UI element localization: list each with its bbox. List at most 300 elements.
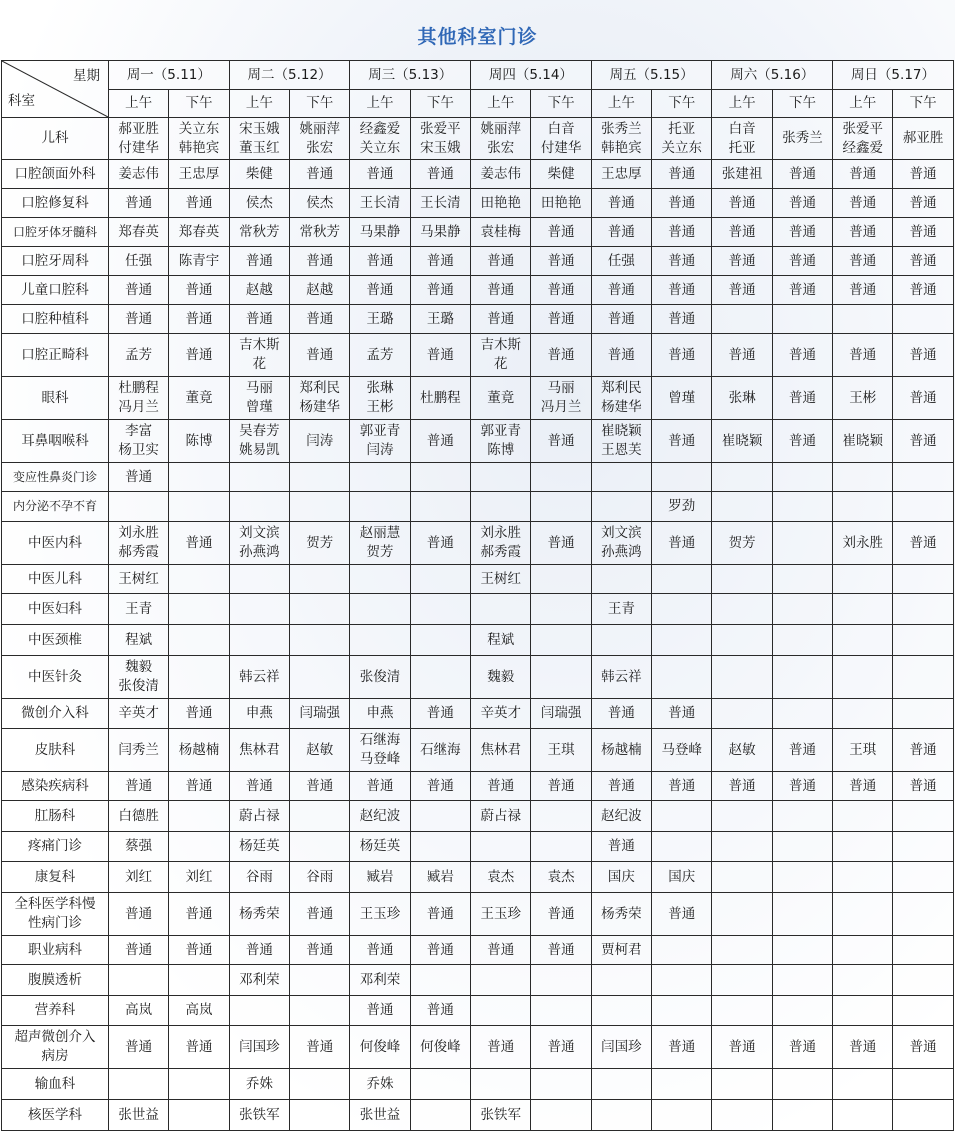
schedule-cell: 普通	[772, 334, 832, 377]
department-name: 中医儿科	[2, 565, 109, 594]
schedule-cell-empty	[410, 565, 470, 594]
schedule-cell: 张世益	[109, 1100, 169, 1131]
schedule-cell: 普通	[893, 247, 953, 276]
schedule-cell-empty	[410, 625, 470, 656]
schedule-cell: 普通	[169, 305, 229, 334]
schedule-cell: 普通	[471, 247, 531, 276]
schedule-cell: 刘红	[109, 862, 169, 893]
schedule-cell-empty	[652, 936, 712, 965]
half-day-header: 下午	[893, 90, 953, 118]
schedule-cell-empty	[169, 801, 229, 832]
schedule-cell: 普通	[893, 218, 953, 247]
half-day-header-row	[2, 90, 954, 118]
schedule-cell: 普通	[531, 218, 591, 247]
schedule-row	[2, 832, 954, 862]
schedule-cell: 普通	[290, 936, 350, 965]
schedule-cell: 普通	[893, 276, 953, 305]
schedule-cell-empty	[772, 463, 832, 492]
schedule-cell: 刘文滨 孙燕鸿	[229, 522, 289, 565]
schedule-cell: 托亚 关立东	[652, 118, 712, 160]
schedule-cell: 普通	[652, 218, 712, 247]
schedule-row	[2, 801, 954, 832]
schedule-cell-empty	[893, 1100, 953, 1131]
schedule-cell: 普通	[290, 160, 350, 189]
schedule-cell: 王玉珍	[471, 893, 531, 936]
schedule-cell: 普通	[350, 772, 410, 801]
schedule-cell: 普通	[712, 772, 772, 801]
schedule-cell-empty	[712, 565, 772, 594]
schedule-row	[2, 565, 954, 594]
schedule-cell-empty	[471, 996, 531, 1026]
schedule-cell: 赵纪波	[591, 801, 651, 832]
schedule-cell: 普通	[531, 893, 591, 936]
schedule-cell: 郭亚青 闫涛	[350, 420, 410, 463]
schedule-cell: 赵敏	[712, 729, 772, 772]
schedule-cell: 普通	[772, 729, 832, 772]
schedule-cell-empty	[833, 565, 893, 594]
schedule-cell: 普通	[109, 276, 169, 305]
schedule-row	[2, 656, 954, 699]
schedule-cell-empty	[893, 965, 953, 996]
schedule-cell: 普通	[471, 936, 531, 965]
corner-department-label: 科室	[8, 93, 35, 109]
schedule-cell-empty	[652, 594, 712, 625]
schedule-cell: 普通	[290, 893, 350, 936]
schedule-cell: 辛英才	[109, 699, 169, 729]
department-name: 中医内科	[2, 522, 109, 565]
schedule-cell-empty	[169, 594, 229, 625]
schedule-cell: 普通	[772, 772, 832, 801]
schedule-cell: 普通	[591, 772, 651, 801]
schedule-cell: 谷雨	[290, 862, 350, 893]
schedule-cell-empty	[833, 1100, 893, 1131]
schedule-cell-empty	[109, 1069, 169, 1100]
schedule-cell: 普通	[109, 893, 169, 936]
schedule-cell: 贺芳	[712, 522, 772, 565]
schedule-cell-empty	[290, 565, 350, 594]
schedule-row	[2, 996, 954, 1026]
schedule-cell: 关立东 韩艳宾	[169, 118, 229, 160]
schedule-cell: 崔晓颖	[712, 420, 772, 463]
schedule-cell: 普通	[410, 334, 470, 377]
schedule-cell: 普通	[591, 334, 651, 377]
day-header: 周三（5.13）	[350, 61, 471, 90]
schedule-cell-empty	[109, 965, 169, 996]
schedule-cell: 刘文滨 孙燕鸿	[591, 522, 651, 565]
schedule-cell: 普通	[109, 189, 169, 218]
schedule-cell-empty	[712, 862, 772, 893]
schedule-cell-empty	[652, 965, 712, 996]
schedule-cell-empty	[169, 1069, 229, 1100]
schedule-cell: 乔姝	[229, 1069, 289, 1100]
schedule-cell-empty	[169, 625, 229, 656]
schedule-cell: 张秀兰 韩艳宾	[591, 118, 651, 160]
schedule-cell-empty	[531, 565, 591, 594]
schedule-cell: 王青	[591, 594, 651, 625]
schedule-cell: 杜鹏程 冯月兰	[109, 377, 169, 420]
schedule-cell: 普通	[833, 247, 893, 276]
schedule-cell: 普通	[652, 334, 712, 377]
schedule-cell: 普通	[531, 305, 591, 334]
schedule-cell: 郑春英	[169, 218, 229, 247]
schedule-cell: 王长清	[350, 189, 410, 218]
schedule-cell-empty	[833, 862, 893, 893]
schedule-row	[2, 492, 954, 522]
schedule-cell-empty	[350, 594, 410, 625]
schedule-cell-empty	[893, 625, 953, 656]
day-header-row	[2, 61, 954, 90]
schedule-cell: 普通	[410, 936, 470, 965]
schedule-cell: 赵越	[290, 276, 350, 305]
schedule-cell: 普通	[410, 420, 470, 463]
schedule-cell: 普通	[531, 276, 591, 305]
schedule-cell: 普通	[290, 1026, 350, 1069]
schedule-cell: 张秀兰	[772, 118, 832, 160]
schedule-cell: 普通	[772, 218, 832, 247]
schedule-cell-empty	[652, 565, 712, 594]
schedule-row	[2, 377, 954, 420]
schedule-cell: 普通	[531, 247, 591, 276]
schedule-cell-empty	[833, 1069, 893, 1100]
department-name: 口腔正畸科	[2, 334, 109, 377]
department-name: 内分泌不孕不育	[2, 492, 109, 522]
schedule-cell-empty	[893, 832, 953, 862]
schedule-cell-empty	[229, 625, 289, 656]
schedule-cell: 乔姝	[350, 1069, 410, 1100]
schedule-cell: 普通	[410, 247, 470, 276]
schedule-cell: 赵纪波	[350, 801, 410, 832]
schedule-cell-empty	[712, 656, 772, 699]
department-name: 全科医学科慢 性病门诊	[2, 893, 109, 936]
schedule-cell: 蔡强	[109, 832, 169, 862]
half-day-header: 上午	[471, 90, 531, 118]
schedule-cell-empty	[772, 893, 832, 936]
half-day-header: 上午	[833, 90, 893, 118]
schedule-cell: 田艳艳	[531, 189, 591, 218]
schedule-cell: 普通	[591, 218, 651, 247]
schedule-cell: 姜志伟	[471, 160, 531, 189]
schedule-cell-empty	[712, 965, 772, 996]
schedule-cell: 罗劲	[652, 492, 712, 522]
schedule-cell-empty	[772, 305, 832, 334]
schedule-cell: 王彬	[833, 377, 893, 420]
schedule-cell: 普通	[591, 699, 651, 729]
schedule-cell: 普通	[109, 772, 169, 801]
schedule-cell-empty	[410, 801, 470, 832]
schedule-cell: 普通	[833, 218, 893, 247]
schedule-cell: 贺芳	[290, 522, 350, 565]
schedule-cell-empty	[712, 1100, 772, 1131]
schedule-cell: 普通	[531, 936, 591, 965]
schedule-cell-empty	[652, 801, 712, 832]
half-day-header: 上午	[712, 90, 772, 118]
schedule-row	[2, 189, 954, 218]
schedule-cell-empty	[893, 463, 953, 492]
half-day-header: 下午	[772, 90, 832, 118]
schedule-cell: 王忠厚	[169, 160, 229, 189]
schedule-cell: 孟芳	[350, 334, 410, 377]
schedule-cell: 普通	[169, 522, 229, 565]
schedule-cell: 白德胜	[109, 801, 169, 832]
schedule-cell-empty	[290, 463, 350, 492]
schedule-cell: 普通	[471, 772, 531, 801]
schedule-cell: 普通	[652, 772, 712, 801]
schedule-cell: 臧岩	[350, 862, 410, 893]
schedule-cell: 马果静	[350, 218, 410, 247]
schedule-cell-empty	[290, 996, 350, 1026]
schedule-cell: 普通	[591, 832, 651, 862]
schedule-cell: 普通	[410, 522, 470, 565]
schedule-cell: 普通	[712, 247, 772, 276]
schedule-cell: 普通	[109, 1026, 169, 1069]
schedule-cell: 普通	[833, 189, 893, 218]
schedule-cell: 石继海	[410, 729, 470, 772]
schedule-cell-empty	[772, 625, 832, 656]
schedule-cell: 王青	[109, 594, 169, 625]
schedule-cell: 杨秀荣	[229, 893, 289, 936]
schedule-cell: 普通	[169, 699, 229, 729]
department-name: 口腔牙体牙髓科	[2, 218, 109, 247]
schedule-cell-empty	[290, 1100, 350, 1131]
schedule-cell: 姚丽萍 张宏	[290, 118, 350, 160]
schedule-cell: 普通	[169, 334, 229, 377]
schedule-cell-empty	[893, 305, 953, 334]
schedule-cell-empty	[169, 832, 229, 862]
schedule-cell-empty	[290, 1069, 350, 1100]
schedule-cell: 普通	[893, 522, 953, 565]
schedule-cell: 普通	[350, 276, 410, 305]
schedule-cell-empty	[893, 996, 953, 1026]
schedule-cell-empty	[531, 832, 591, 862]
schedule-cell: 普通	[350, 936, 410, 965]
schedule-cell: 郑利民 杨建华	[591, 377, 651, 420]
schedule-cell: 辛英才	[471, 699, 531, 729]
department-name: 肛肠科	[2, 801, 109, 832]
schedule-cell: 臧岩	[410, 862, 470, 893]
half-day-header: 上午	[229, 90, 289, 118]
schedule-cell: 魏毅 张俊清	[109, 656, 169, 699]
half-day-header: 上午	[350, 90, 410, 118]
department-name: 疼痛门诊	[2, 832, 109, 862]
department-name: 耳鼻咽喉科	[2, 420, 109, 463]
schedule-cell-empty	[531, 492, 591, 522]
schedule-cell-empty	[531, 656, 591, 699]
schedule-cell: 常秋芳	[290, 218, 350, 247]
schedule-cell-empty	[712, 1069, 772, 1100]
schedule-cell: 普通	[833, 1026, 893, 1069]
schedule-cell-empty	[772, 699, 832, 729]
schedule-cell: 韩云祥	[591, 656, 651, 699]
schedule-cell-empty	[772, 801, 832, 832]
schedule-cell: 郝亚胜	[893, 118, 953, 160]
department-name: 儿童口腔科	[2, 276, 109, 305]
department-name: 皮肤科	[2, 729, 109, 772]
schedule-cell: 任强	[591, 247, 651, 276]
schedule-cell-empty	[772, 565, 832, 594]
schedule-cell: 普通	[772, 1026, 832, 1069]
department-name: 职业病科	[2, 936, 109, 965]
schedule-cell: 张琳	[712, 377, 772, 420]
schedule-cell-empty	[410, 832, 470, 862]
schedule-row	[2, 862, 954, 893]
department-name: 中医妇科	[2, 594, 109, 625]
schedule-row	[2, 1100, 954, 1131]
schedule-cell-empty	[893, 656, 953, 699]
schedule-cell: 王树红	[471, 565, 531, 594]
department-name: 微创介入科	[2, 699, 109, 729]
schedule-body	[2, 118, 954, 1131]
schedule-cell: 普通	[833, 276, 893, 305]
schedule-cell: 姚丽萍 张宏	[471, 118, 531, 160]
schedule-cell: 吉木斯 花	[471, 334, 531, 377]
schedule-cell: 郝亚胜 付建华	[109, 118, 169, 160]
schedule-cell: 普通	[652, 189, 712, 218]
schedule-cell: 普通	[410, 699, 470, 729]
schedule-cell-empty	[833, 965, 893, 996]
schedule-cell: 普通	[229, 247, 289, 276]
schedule-cell-empty	[290, 625, 350, 656]
schedule-cell: 普通	[833, 772, 893, 801]
schedule-cell: 普通	[893, 160, 953, 189]
schedule-cell: 普通	[531, 1026, 591, 1069]
schedule-cell-empty	[290, 656, 350, 699]
schedule-cell-empty	[229, 594, 289, 625]
schedule-cell: 吉木斯 花	[229, 334, 289, 377]
schedule-cell: 王长清	[410, 189, 470, 218]
day-header: 周六（5.16）	[712, 61, 833, 90]
schedule-cell: 吴春芳 姚易凯	[229, 420, 289, 463]
schedule-cell: 普通	[591, 276, 651, 305]
schedule-cell: 郑利民 杨建华	[290, 377, 350, 420]
schedule-cell: 焦林君	[471, 729, 531, 772]
schedule-cell-empty	[350, 492, 410, 522]
department-name: 变应性鼻炎门诊	[2, 463, 109, 492]
schedule-cell: 杨秀荣	[591, 893, 651, 936]
schedule-cell-empty	[893, 862, 953, 893]
schedule-cell-empty	[471, 832, 531, 862]
schedule-cell-empty	[712, 801, 772, 832]
half-day-header: 下午	[410, 90, 470, 118]
schedule-cell: 马丽 冯月兰	[531, 377, 591, 420]
schedule-cell-empty	[712, 305, 772, 334]
schedule-cell: 程斌	[471, 625, 531, 656]
schedule-cell: 普通	[410, 893, 470, 936]
schedule-cell: 白音 托亚	[712, 118, 772, 160]
schedule-cell: 刘永胜 郝秀霞	[109, 522, 169, 565]
day-header: 周四（5.14）	[471, 61, 592, 90]
schedule-cell-empty	[410, 965, 470, 996]
schedule-cell: 侯杰	[290, 189, 350, 218]
schedule-cell: 普通	[893, 1026, 953, 1069]
schedule-cell: 王忠厚	[591, 160, 651, 189]
schedule-row	[2, 247, 954, 276]
schedule-cell-empty	[591, 1100, 651, 1131]
schedule-cell: 王树红	[109, 565, 169, 594]
schedule-cell: 普通	[169, 936, 229, 965]
schedule-cell-empty	[833, 699, 893, 729]
schedule-cell: 普通	[531, 334, 591, 377]
schedule-cell: 张建祖	[712, 160, 772, 189]
schedule-cell: 普通	[169, 772, 229, 801]
schedule-cell: 王璐	[350, 305, 410, 334]
schedule-cell: 张爱平 宋玉娥	[410, 118, 470, 160]
schedule-cell: 王玉珍	[350, 893, 410, 936]
schedule-cell: 普通	[772, 276, 832, 305]
schedule-cell: 王璐	[410, 305, 470, 334]
schedule-cell: 普通	[169, 189, 229, 218]
schedule-cell: 普通	[169, 276, 229, 305]
schedule-cell-empty	[410, 463, 470, 492]
schedule-cell-empty	[652, 996, 712, 1026]
schedule-cell-empty	[712, 699, 772, 729]
day-header: 周日（5.17）	[833, 61, 954, 90]
schedule-cell: 张世益	[350, 1100, 410, 1131]
schedule-cell: 邓利荣	[229, 965, 289, 996]
schedule-cell-empty	[229, 463, 289, 492]
schedule-cell-empty	[893, 801, 953, 832]
schedule-cell: 普通	[471, 1026, 531, 1069]
schedule-cell-empty	[350, 463, 410, 492]
schedule-cell-empty	[531, 625, 591, 656]
schedule-cell-empty	[652, 1069, 712, 1100]
schedule-cell: 张俊清	[350, 656, 410, 699]
schedule-row	[2, 118, 954, 160]
schedule-cell: 杨越楠	[591, 729, 651, 772]
schedule-cell-empty	[833, 594, 893, 625]
clinic-schedule-table	[1, 60, 954, 1131]
schedule-cell: 常秋芳	[229, 218, 289, 247]
schedule-row	[2, 594, 954, 625]
schedule-cell-empty	[712, 492, 772, 522]
schedule-cell: 张琳 王彬	[350, 377, 410, 420]
schedule-row	[2, 218, 954, 247]
department-name: 营养科	[2, 996, 109, 1026]
schedule-cell: 张铁军	[229, 1100, 289, 1131]
schedule-cell-empty	[833, 936, 893, 965]
schedule-cell: 普通	[350, 247, 410, 276]
schedule-cell: 普通	[652, 247, 712, 276]
schedule-cell: 普通	[169, 893, 229, 936]
schedule-cell-empty	[591, 1069, 651, 1100]
schedule-row	[2, 1069, 954, 1100]
schedule-cell: 普通	[350, 160, 410, 189]
schedule-cell-empty	[772, 594, 832, 625]
department-name: 腹膜透析	[2, 965, 109, 996]
schedule-cell: 普通	[591, 189, 651, 218]
schedule-cell-empty	[531, 463, 591, 492]
schedule-cell: 杨廷英	[229, 832, 289, 862]
schedule-cell-empty	[712, 625, 772, 656]
schedule-cell-empty	[712, 594, 772, 625]
schedule-row	[2, 729, 954, 772]
schedule-cell-empty	[772, 1069, 832, 1100]
schedule-cell-empty	[410, 656, 470, 699]
schedule-cell: 普通	[893, 729, 953, 772]
schedule-cell-empty	[169, 463, 229, 492]
schedule-cell-empty	[290, 801, 350, 832]
schedule-cell-empty	[893, 936, 953, 965]
department-name: 超声微创介入 病房	[2, 1026, 109, 1069]
schedule-row	[2, 772, 954, 801]
schedule-cell-empty	[833, 893, 893, 936]
schedule-row	[2, 699, 954, 729]
schedule-cell: 孟芳	[109, 334, 169, 377]
schedule-cell: 普通	[531, 522, 591, 565]
schedule-cell: 国庆	[591, 862, 651, 893]
schedule-cell: 普通	[893, 377, 953, 420]
schedule-cell: 陈青宇	[169, 247, 229, 276]
schedule-cell-empty	[471, 492, 531, 522]
